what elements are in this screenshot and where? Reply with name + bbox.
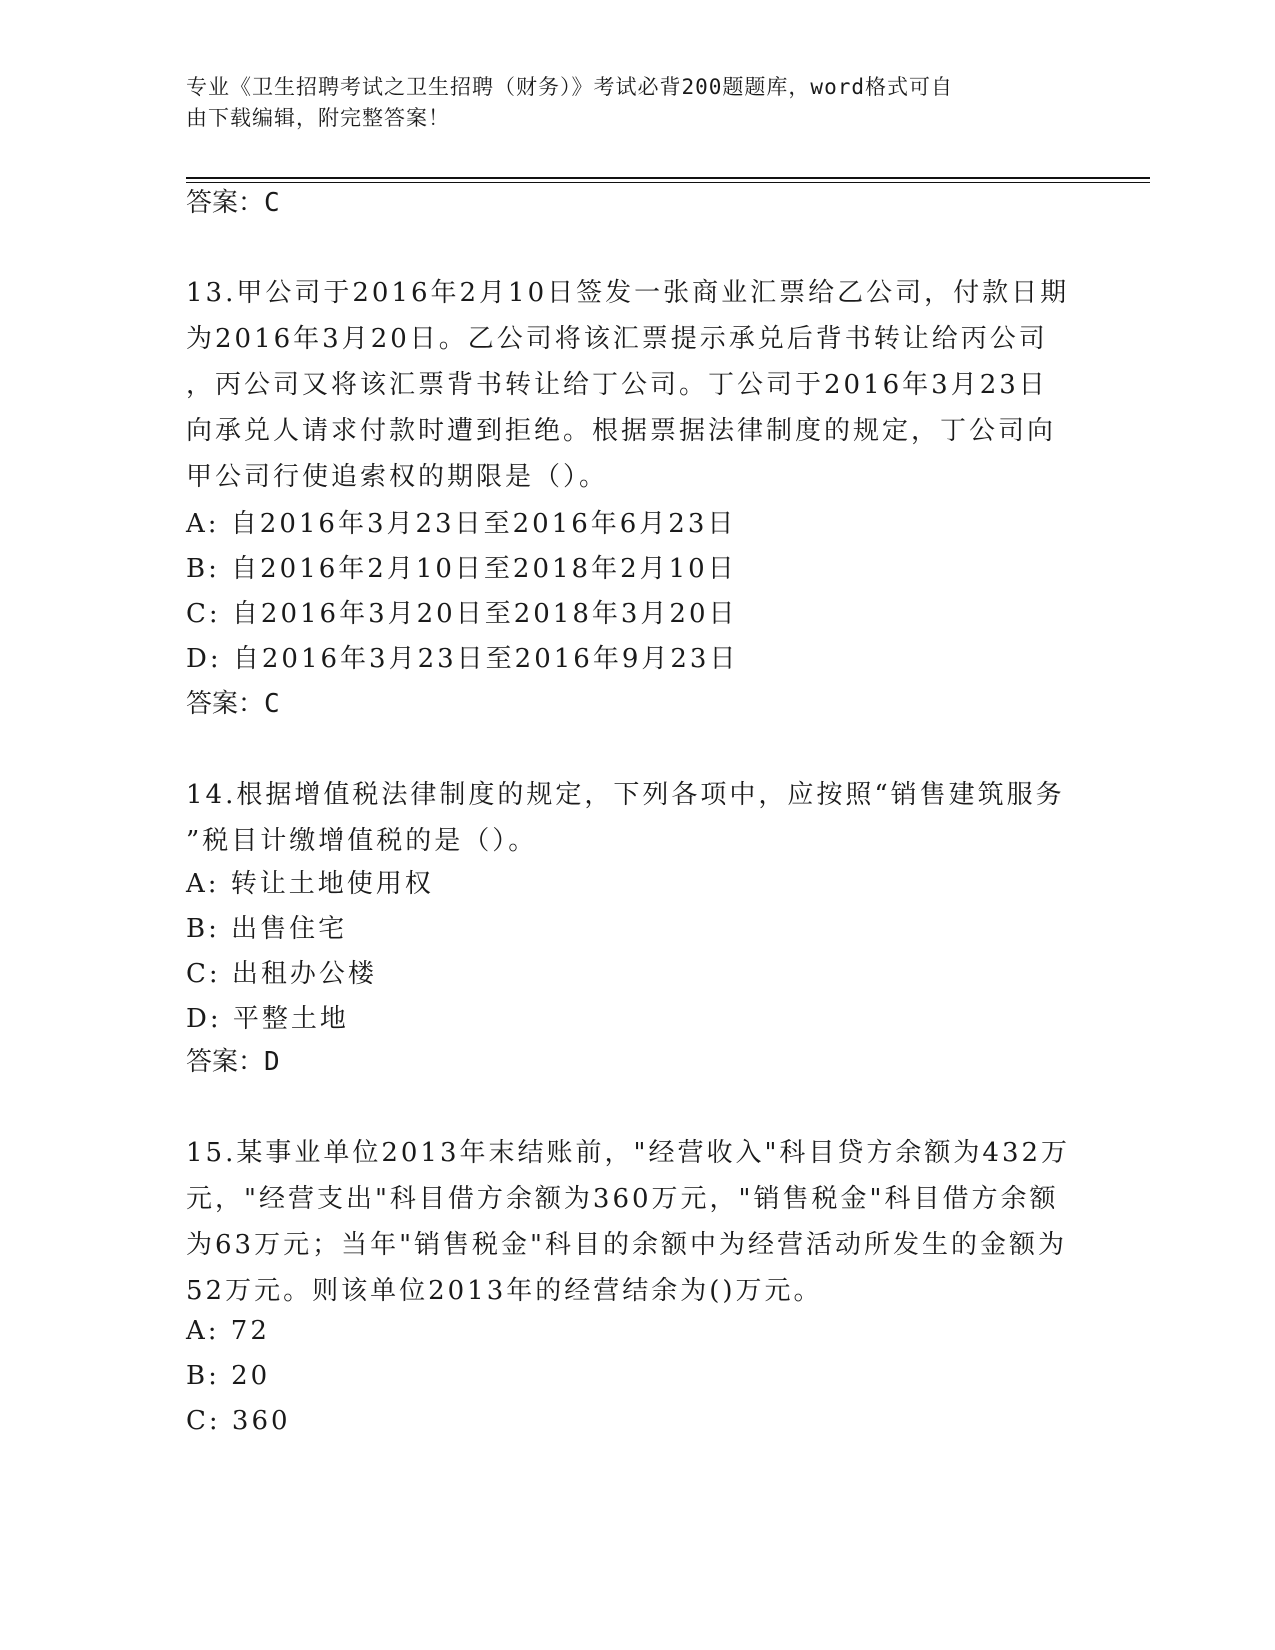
question-13-option-b: B: 自2016年2月10日至2018年2月10日 — [186, 554, 737, 584]
question-15-text — [186, 1130, 1076, 1314]
question-line: 14.根据增值税法律制度的规定，下列各项中，应按照“销售建筑服务 — [186, 780, 1065, 810]
question-15-option-c: C: 360 — [186, 1406, 291, 1436]
question-15-option-a: A: 72 — [186, 1316, 270, 1346]
question-13-option-d: D: 自2016年3月23日至2016年9月23日 — [186, 644, 739, 674]
question-14-text — [186, 772, 1076, 864]
document-header — [186, 72, 1066, 134]
question-line: 15.某事业单位2013年末结账前，"经营收入"科目贷方余额为432万 — [186, 1138, 1071, 1168]
question-line: 13.甲公司于2016年2月10日签发一张商业汇票给乙公司，付款日期 — [186, 278, 1070, 308]
header-divider — [186, 177, 1150, 179]
header-line-1: 专业《卫生招聘考试之卫生招聘（财务）》考试必背200题题库，word格式可自 — [186, 75, 953, 99]
header-line-2: 由下载编辑，附完整答案！ — [186, 106, 450, 130]
question-14-option-c: C: 出租办公楼 — [186, 959, 377, 989]
question-line: ”税目计缴增值税的是（）。 — [186, 826, 538, 856]
answer-12: 答案：C — [186, 188, 280, 218]
question-line: 为2016年3月20日。乙公司将该汇票提示承兑后背书转让给丙公司 — [186, 324, 1048, 354]
question-line: 52万元。则该单位2013年的经营结余为()万元。 — [186, 1276, 823, 1306]
question-13-text — [186, 270, 1076, 500]
question-14-option-b: B: 出售住宅 — [186, 914, 348, 944]
question-line: ，丙公司又将该汇票背书转让给丁公司。丁公司于2016年3月23日 — [186, 370, 1048, 400]
header-divider-thin — [186, 182, 1150, 183]
question-13-option-c: C: 自2016年3月20日至2018年3月20日 — [186, 599, 738, 629]
question-15-option-b: B: 20 — [186, 1361, 271, 1391]
answer-14: 答案：D — [186, 1047, 280, 1077]
question-line: 向承兑人请求付款时遭到拒绝。根据票据法律制度的规定，丁公司向 — [186, 416, 1057, 446]
question-13-option-a: A: 自2016年3月23日至2016年6月23日 — [186, 509, 737, 539]
question-14-option-a: A: 转让土地使用权 — [186, 869, 434, 899]
question-line: 为63万元；当年"销售税金"科目的余额中为经营活动所发生的金额为 — [186, 1230, 1068, 1260]
answer-13: 答案：C — [186, 689, 280, 719]
question-14-option-d: D: 平整土地 — [186, 1004, 349, 1034]
question-line: 甲公司行使追索权的期限是（）。 — [186, 462, 609, 492]
question-line: 元，"经营支出"科目借方余额为360万元，"销售税金"科目借方余额 — [186, 1184, 1059, 1214]
